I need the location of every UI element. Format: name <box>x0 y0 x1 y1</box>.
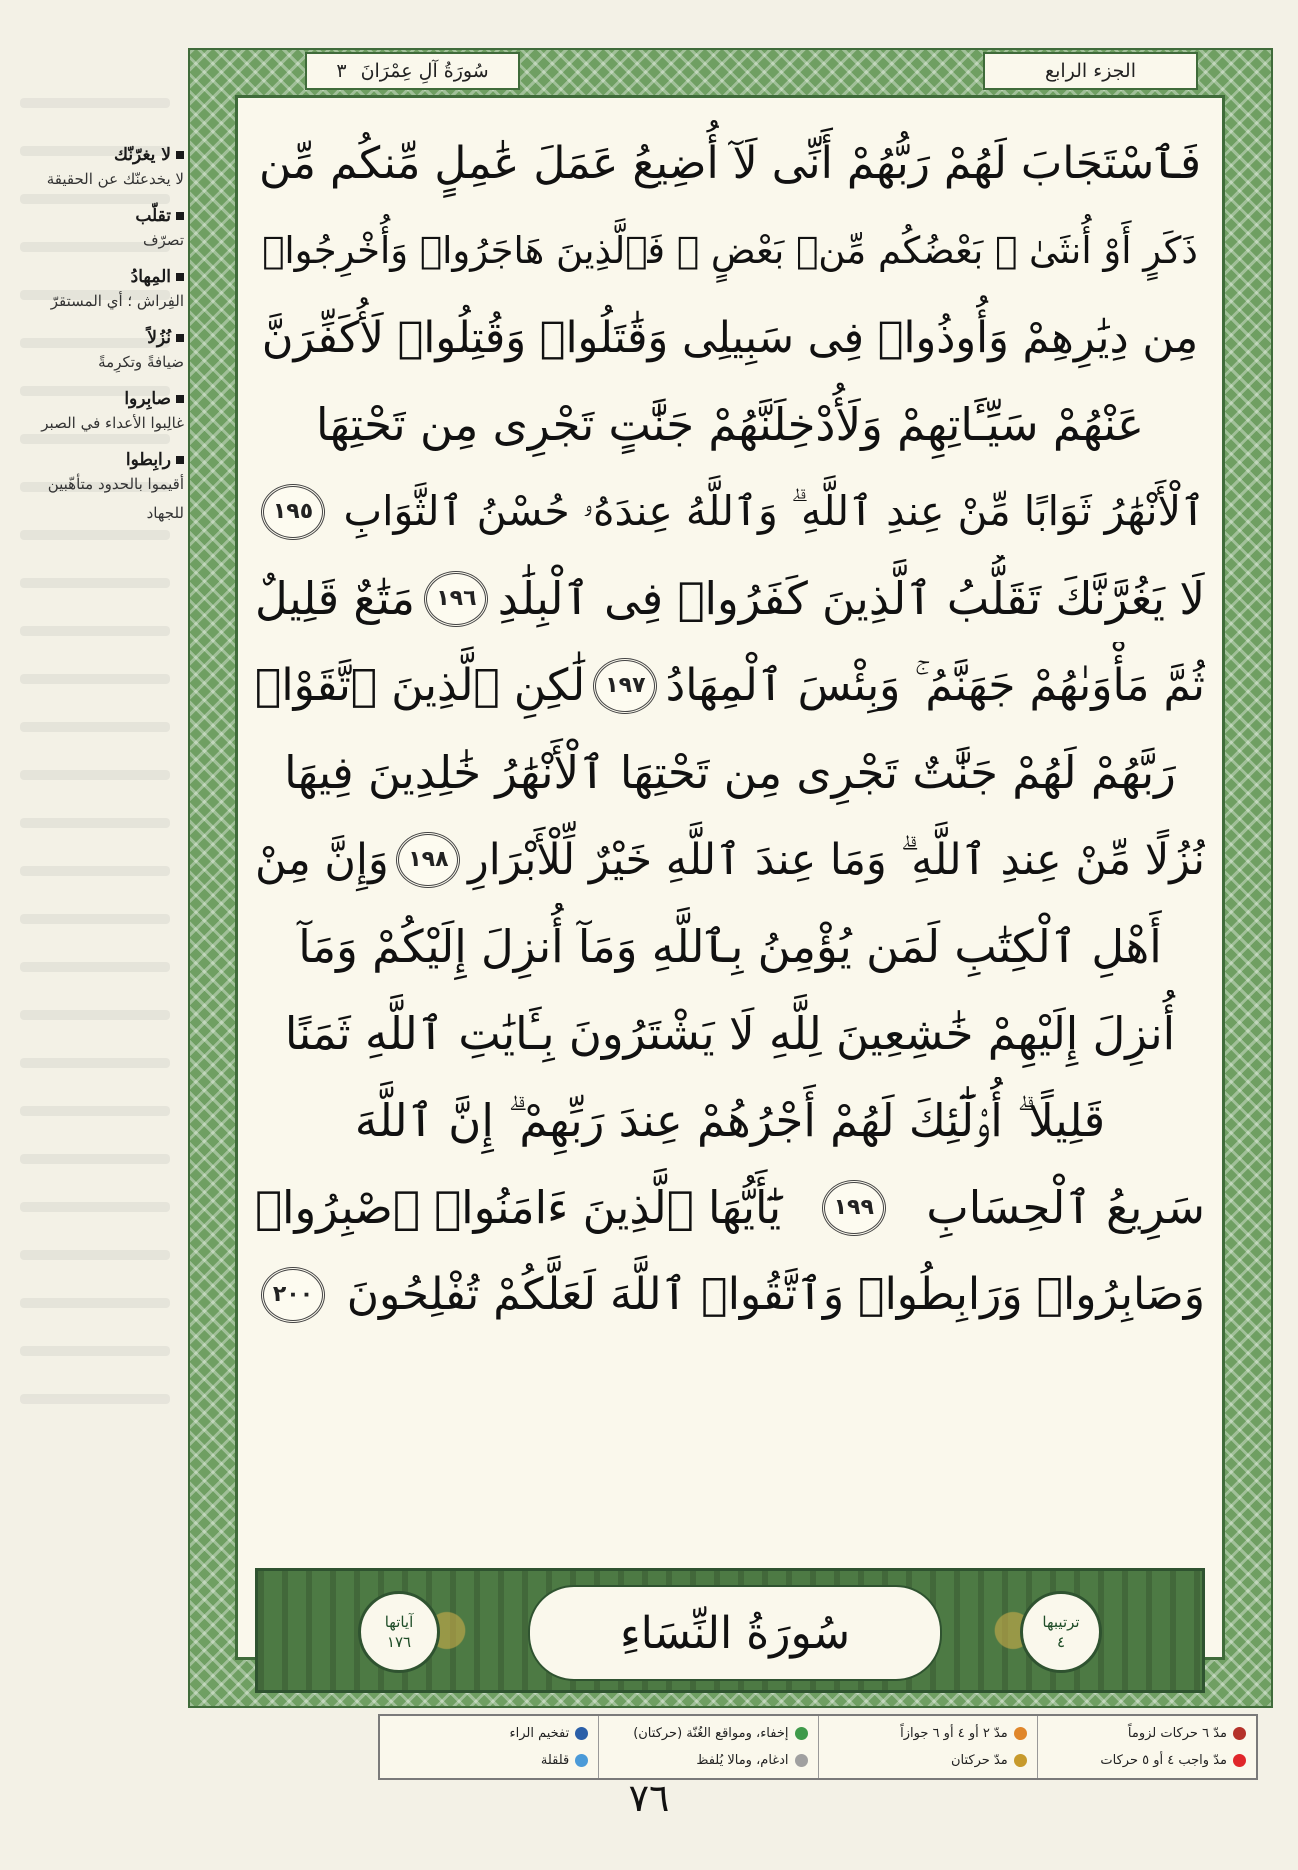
legend-item <box>1048 1726 1246 1741</box>
bullet-icon <box>176 151 184 159</box>
verse-line <box>255 903 1205 990</box>
glossary-entry <box>24 267 184 316</box>
verse-text: ٱلْأَنْهَٰرُ ثَوَابًا مِّنْ عِندِ ٱللَّهِ ۗ وَٱللَّهُ عِندَهُۥ حُسْنُ ٱلثَّوَابِ <box>343 487 1205 535</box>
surah-order-medal <box>1020 1591 1102 1673</box>
verse-line <box>255 555 1205 642</box>
surah-header <box>305 52 520 90</box>
verse-text: مِن دِيَٰرِهِمْ وَأُوذُوا۟ فِى سَبِيلِى وَقَٰتَلُوا۟ وَقُتِلُوا۟ لَأُكَفِّرَنَّ <box>261 312 1199 363</box>
legend-label: مدّ واجب ٤ أو ٥ حركات <box>1100 1753 1227 1768</box>
legend-item <box>609 1753 807 1768</box>
glossary-word <box>24 267 184 287</box>
legend-label: تفخيم الراء <box>509 1726 570 1741</box>
legend-column <box>1037 1716 1256 1778</box>
verse-text: نُزُلًا مِّنْ عِندِ ٱللَّهِ ۗ وَمَا عِندَ ٱللَّهِ خَيْرٌ لِّلْأَبْرَارِ <box>467 834 1205 885</box>
verse-line <box>255 729 1205 816</box>
verse-text: وَإِنَّ مِنْ <box>255 834 389 885</box>
color-dot-icon <box>1014 1727 1027 1740</box>
glossary-word <box>24 389 184 409</box>
verse-line <box>255 381 1205 468</box>
glossary-entry <box>24 328 184 377</box>
quran-text <box>255 120 1205 1338</box>
ayah-number-marker: ١٩٩ <box>822 1180 886 1236</box>
bullet-icon <box>176 456 184 464</box>
bullet-icon <box>176 334 184 342</box>
glossary-word-text: رابِطوا <box>125 450 171 470</box>
verse-line <box>255 120 1205 207</box>
verse-text: وَصَابِرُوا۟ وَرَابِطُوا۟ وَٱتَّقُوا۟ ٱللَّهَ لَعَلَّكُمْ تُفْلِحُونَ <box>346 1269 1205 1320</box>
tajweed-legend <box>378 1714 1258 1780</box>
legend-label: قلقلة <box>540 1753 570 1768</box>
glossary-meaning: غالِبوا الأعداء في الصبر <box>41 414 184 432</box>
legend-item <box>390 1726 588 1741</box>
legend-column <box>598 1716 817 1778</box>
glossary-word <box>24 206 184 226</box>
verse-text: قَلِيلًا ۗ أُو۟لَٰٓئِكَ لَهُمْ أَجْرُهُمْ عِندَ رَبِّهِمْ ۗ إِنَّ ٱللَّهَ <box>354 1093 1106 1147</box>
color-dot-icon <box>575 1754 588 1767</box>
color-dot-icon <box>1233 1754 1246 1767</box>
legend-item <box>829 1753 1027 1768</box>
color-dot-icon <box>1233 1727 1246 1740</box>
glossary-meaning: لا يخدعنّك عن الحقيقة <box>46 170 184 188</box>
bullet-icon <box>176 395 184 403</box>
verse-text: لَا يَغُرَّنَّكَ تَقَلُّبُ ٱلَّذِينَ كَفَرُوا۟ فِى ٱلْبِلَٰدِ <box>497 572 1205 625</box>
ayah-number-marker: ١٩٥ <box>261 484 325 540</box>
color-dot-icon <box>795 1727 808 1740</box>
glossary-word-text: لا يغرّنّك <box>114 145 171 165</box>
bullet-icon <box>176 212 184 220</box>
glossary-word <box>24 328 184 348</box>
ayah-number-marker: ١٩٦ <box>424 571 488 627</box>
juz-label: الجزء الرابع <box>1044 60 1137 82</box>
verses-value: ١٧٦ <box>386 1633 412 1651</box>
color-dot-icon <box>1014 1754 1027 1767</box>
glossary-word <box>24 145 184 165</box>
verse-text: عَنْهُمْ سَيِّـَٔاتِهِمْ وَلَأُدْخِلَنَّهُمْ جَنَّٰتٍ تَجْرِى مِن تَحْتِهَا <box>316 398 1144 451</box>
legend-label: ادغام، ومالا يُلفظ <box>696 1753 789 1768</box>
legend-label: مدّ ٢ أو ٤ أو ٦ جوازاً <box>900 1726 1008 1741</box>
bullet-icon <box>176 273 184 281</box>
ayah-number-marker: ١٩٨ <box>396 832 460 888</box>
verse-text: سَرِيعُ ٱلْحِسَابِ <box>926 1181 1205 1234</box>
color-dot-icon <box>795 1754 808 1767</box>
verse-line <box>255 294 1205 381</box>
legend-item <box>609 1726 807 1741</box>
ayah-number-marker: ٢٠٠ <box>261 1267 325 1323</box>
legend-label: مدّ ٦ حركات لزوماً <box>1127 1726 1227 1741</box>
page-number: ٧٦ <box>628 1776 670 1820</box>
verse-line <box>255 1077 1205 1164</box>
verse-line <box>255 1251 1205 1338</box>
legend-column <box>818 1716 1037 1778</box>
glossary-word-text: صابِروا <box>124 389 171 409</box>
color-dot-icon <box>575 1727 588 1740</box>
glossary-meaning: الفِراش ؛ أي المستقرّ <box>50 292 184 310</box>
banner-title: سُورَةُ النِّسَاءِ <box>528 1585 942 1681</box>
verse-line <box>255 1164 1205 1251</box>
order-value: ٤ <box>1056 1633 1066 1651</box>
verse-text: ذَكَرٍ أَوْ أُنثَىٰ ۖ بَعْضُكُم مِّنۢ بَعْضٍ ۖ فَٱلَّذِينَ هَاجَرُوا۟ وَأُخْرِجُوا۟ <box>262 229 1198 272</box>
glossary-entry <box>24 450 184 528</box>
surah-number: ٣ <box>336 60 347 82</box>
legend-label: مدّ حركتان <box>951 1753 1008 1768</box>
glossary-entry <box>24 389 184 438</box>
order-label: ترتيبها <box>1042 1613 1080 1631</box>
verse-count-medal <box>358 1591 440 1673</box>
glossary-word-text: نُزُلاً <box>147 328 171 348</box>
glossary-word <box>24 450 184 470</box>
glossary-entry <box>24 206 184 255</box>
verse-line <box>255 642 1205 729</box>
verse-text: أَهْلِ ٱلْكِتَٰبِ لَمَن يُؤْمِنُ بِٱللَّهِ وَمَآ أُنزِلَ إِلَيْكُمْ وَمَآ <box>298 920 1162 973</box>
glossary-entry <box>24 145 184 194</box>
juz-header <box>983 52 1198 90</box>
legend-item <box>390 1753 588 1768</box>
glossary-margin <box>24 145 184 540</box>
glossary-meaning: تصرّف <box>142 231 184 249</box>
surah-banner <box>255 1568 1205 1693</box>
verse-line <box>255 816 1205 903</box>
glossary-meaning: أقيموا بالحدود متأهّبين للجهاد <box>47 475 184 522</box>
ayah-number-marker: ١٩٧ <box>593 658 657 714</box>
verse-text: ثُمَّ مَأْوَىٰهُمْ جَهَنَّمُ ۚ وَبِئْسَ ٱلْمِهَادُ <box>665 660 1205 711</box>
verses-label: آياتها <box>384 1613 414 1631</box>
verse-line <box>255 468 1205 555</box>
verse-text: رَبَّهُمْ لَهُمْ جَنَّٰتٌ تَجْرِى مِن تَحْتِهَا ٱلْأَنْهَٰرُ خَٰلِدِينَ فِيهَا <box>284 746 1176 799</box>
verse-text: أُنزِلَ إِلَيْهِمْ خَٰشِعِينَ لِلَّهِ لَا يَشْتَرُونَ بِـَٔايَٰتِ ٱللَّهِ ثَمَنًا <box>284 1007 1176 1060</box>
surah-label: سُورَةُ آلِ عِمْرَانَ <box>360 60 489 82</box>
verse-text: يَٰٓأَيُّهَا ٱلَّذِينَ ءَامَنُوا۟ ٱصْبِرُوا۟ <box>255 1181 782 1234</box>
verse-line <box>255 990 1205 1077</box>
legend-item <box>1048 1753 1246 1768</box>
glossary-meaning: ضيافةً وتكرِمةً <box>98 353 184 371</box>
legend-label: إخفاء، ومواقع الغُنّة (حركتان) <box>633 1726 789 1741</box>
verse-line <box>255 207 1205 294</box>
verse-text: لَٰكِنِ ٱلَّذِينَ ٱتَّقَوْا۟ <box>255 660 586 711</box>
glossary-word-text: المِهادُ <box>130 267 171 287</box>
glossary-word-text: تقلّب <box>135 206 171 226</box>
verse-text: مَتَٰعٌ قَلِيلٌ <box>255 572 416 625</box>
legend-item <box>829 1726 1027 1741</box>
verse-text: فَٱسْتَجَابَ لَهُمْ رَبُّهُمْ أَنِّى لَآ أُضِيعُ عَمَلَ عَٰمِلٍ مِّنكُم مِّن <box>258 138 1202 189</box>
legend-column <box>380 1716 598 1778</box>
